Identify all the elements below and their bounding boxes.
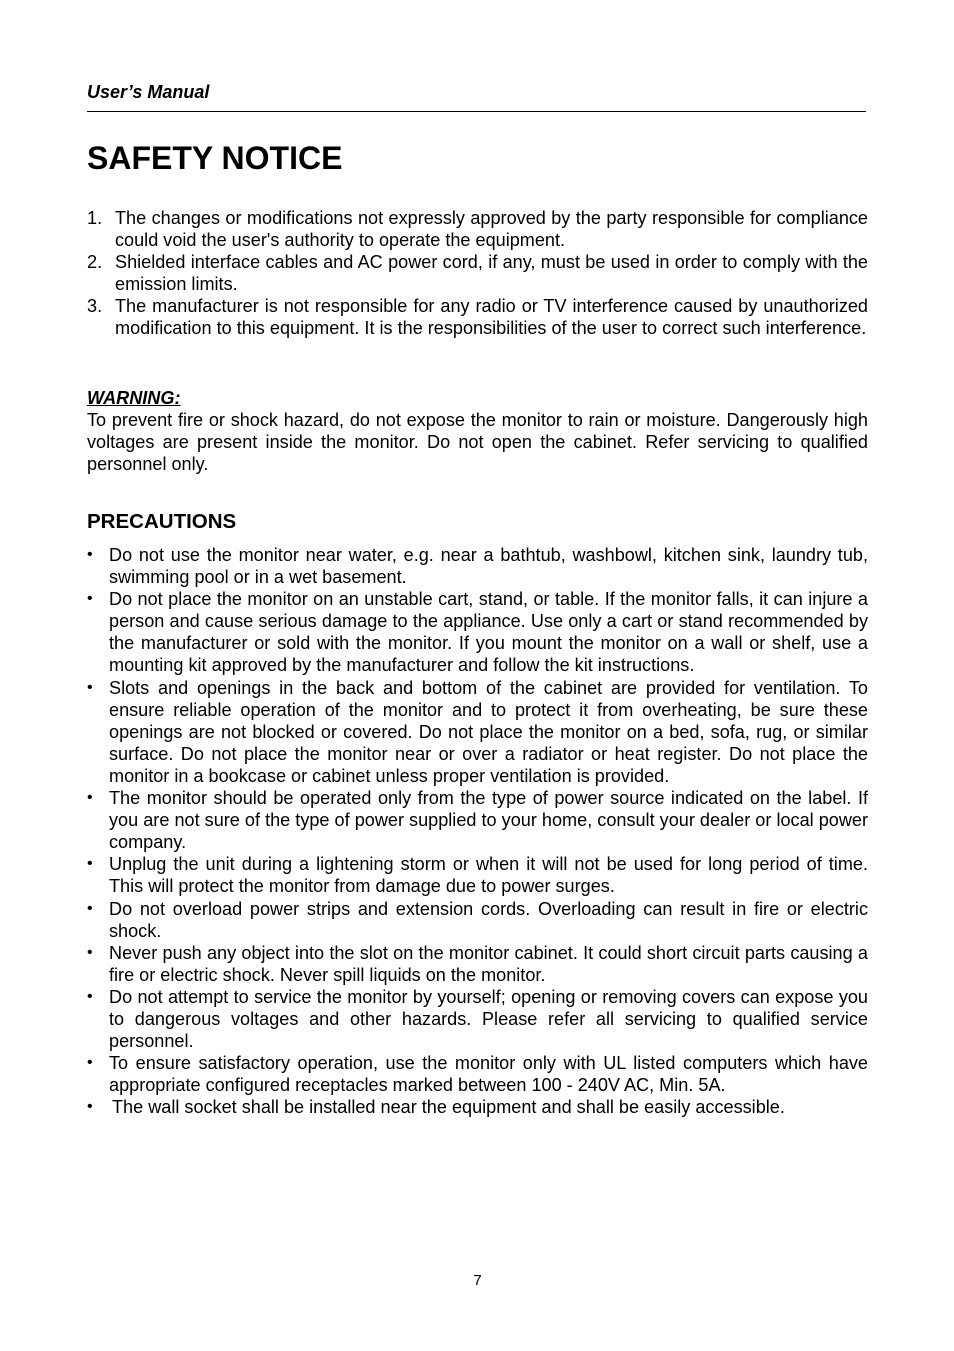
bullet-icon: • [87,1098,93,1116]
bullet-icon: • [87,943,93,961]
warning-label: WARNING: [87,388,181,408]
running-header: User’s Manual [87,82,210,102]
notice-text: The changes or modifications not expressly approved by the party responsible for compliance could void the user's authority to operate the equipment. [115,208,868,251]
precaution-text: Slots and openings in the back and bottom of the cabinet are provided for ventilation. To ensure reliable operation of the monitor and to protect it from overheating, be sure these openings are not blocked or covered. Do not place the monitor on a bed, sofa, rug, or similar surface. Do not place the monitor near or over a radiator or heat register. Do not place the monitor in a bookcase or cabinet unless proper ventilation is provided. [109,677,868,786]
precaution-item [87,986,868,1052]
page-title: SAFETY NOTICE [87,140,343,176]
bullet-icon: • [87,590,93,608]
precaution-item [87,1096,868,1118]
precaution-text: Unplug the unit during a lightening storm or when it will not be used for long period of time. This will protect the monitor from damage due to power surges. [109,854,868,897]
precaution-item [87,677,868,787]
notice-number: 2. [87,252,103,273]
header-rule [87,111,866,112]
bullet-icon: • [87,899,93,917]
notice-item [87,251,868,295]
warning-block [87,387,868,475]
precaution-text: Do not attempt to service the monitor by yourself; opening or removing covers can expose you to dangerous voltages and other hazards. Please refer all servicing to qualified service personnel. [109,986,868,1052]
bullet-icon: • [87,678,93,696]
precaution-text: Never push any object into the slot on the monitor cabinet. It could short circuit parts causing a fire or electric shock. Never spill liquids on the monitor. [109,942,868,985]
bullet-icon: • [87,546,93,563]
precaution-text: Do not overload power strips and extension cords. Overloading can result in fire or electric shock. [109,898,868,941]
notice-item [87,207,868,251]
notice-text: Shielded interface cables and AC power cord, if any, must be used in order to comply with the emission limits. [115,252,868,295]
precaution-item [87,544,868,588]
notice-text: The manufacturer is not responsible for any radio or TV interference caused by unauthorized modification to this equipment. It is the responsibilities of the user to correct such interference. [115,296,868,339]
precaution-item [87,853,868,897]
notice-item [87,295,868,339]
precaution-item [87,1052,868,1096]
notice-number: 1. [87,208,103,228]
notice-list [87,207,868,340]
bullet-icon: • [87,789,93,807]
precautions-heading: PRECAUTIONS [87,510,237,533]
precaution-item [87,787,868,853]
precaution-item [87,588,868,676]
precaution-text: The wall socket shall be installed near the equipment and shall be easily accessible. [112,1097,785,1118]
notice-number: 3. [87,296,103,317]
precaution-item [87,898,868,942]
bullet-icon: • [87,987,93,1005]
precaution-list [87,544,868,1118]
warning-text: To prevent fire or shock hazard, do not expose the monitor to rain or moisture. Dangerously high voltages are present inside the monitor. Do not open the cabinet. Refer servicing to qualified personnel only. [87,410,868,475]
bullet-icon: • [87,1054,93,1072]
precaution-item [87,942,868,986]
precaution-text: To ensure satisfactory operation, use the monitor only with UL listed computers which have appropriate configured receptacles marked between 100 - 240V AC, Min. 5A. [109,1053,868,1096]
page-number: 7 [473,1272,482,1289]
bullet-icon: • [87,855,93,873]
precaution-text: The monitor should be operated only from the type of power source indicated on the label. If you are not sure of the type of power supplied to your home, consult your dealer or local power company. [109,788,868,853]
precaution-text: Do not use the monitor near water, e.g. near a bathtub, washbowl, kitchen sink, laundry tub, swimming pool or in a wet basement. [109,545,868,588]
precaution-text: Do not place the monitor on an unstable cart, stand, or table. If the monitor falls, it can injure a person and cause serious damage to the appliance. Use only a cart or stand recommended by the manufacturer or sold with the monitor. If you mount the monitor on a wall or shelf, use a mounting kit approved by the manufacturer and follow the kit instructions. [109,589,868,676]
